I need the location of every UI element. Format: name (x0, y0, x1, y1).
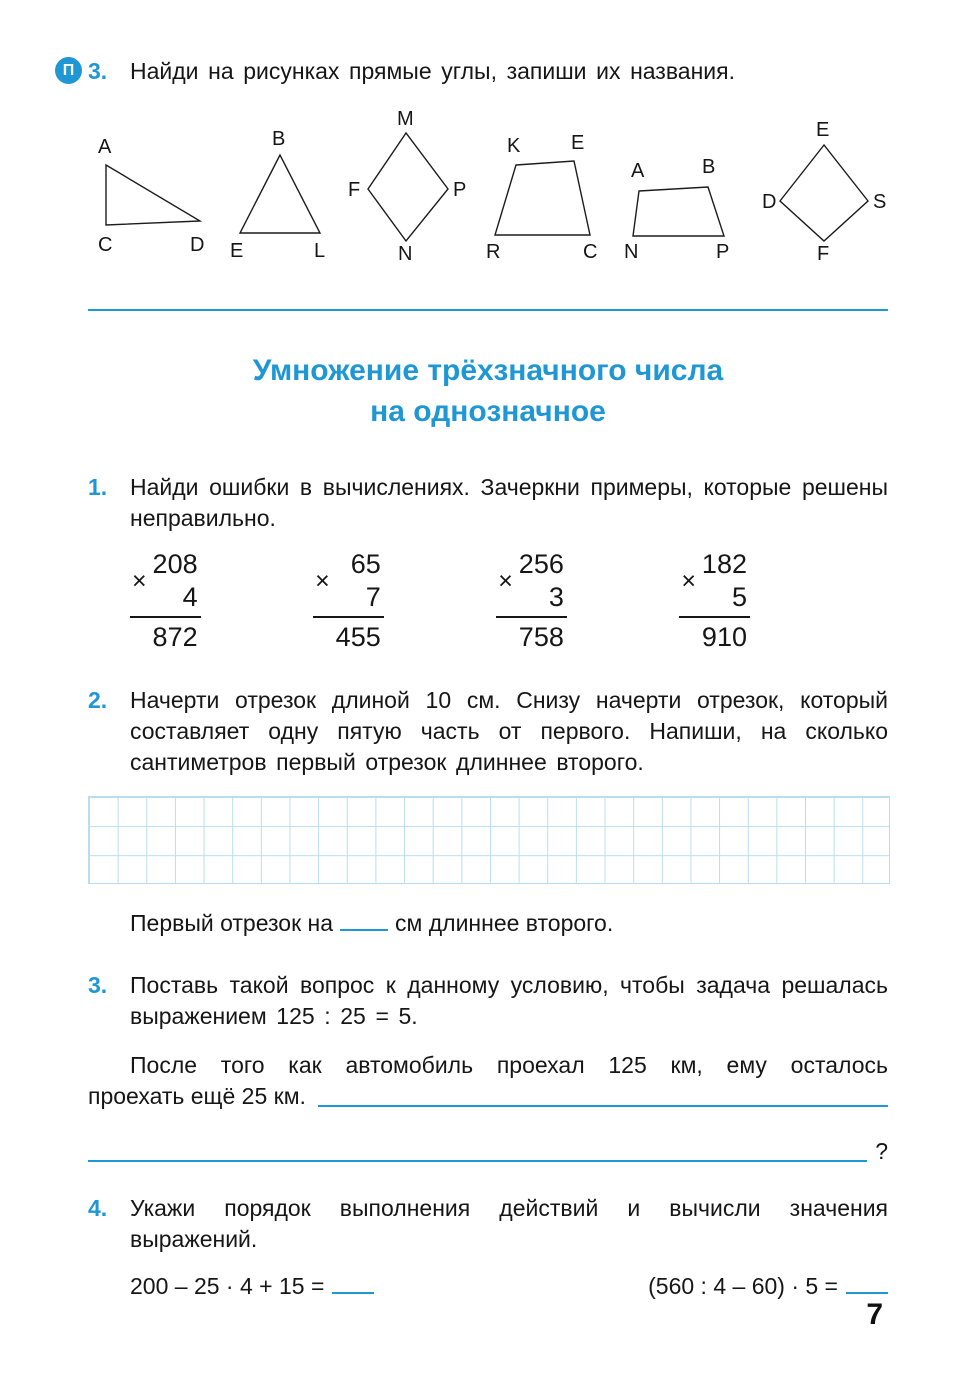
mult-operands (152, 548, 198, 613)
expression-1 (130, 1271, 374, 1302)
multiplication-examples (130, 548, 750, 653)
product: 455 (335, 621, 381, 652)
task-p3-header (62, 56, 888, 87)
task-3 (88, 970, 888, 1167)
heading-line2: на однозначное (370, 394, 606, 428)
task-4-header (88, 1193, 888, 1255)
vertex-label: B (702, 159, 716, 179)
question-blank-2[interactable] (88, 1160, 867, 1162)
condition-line-2-text: проехать ещё 25 км. (88, 1082, 306, 1109)
graph-paper-grid[interactable] (88, 796, 890, 884)
vertex-label: E (571, 135, 585, 155)
section-heading (88, 351, 888, 432)
expression-1-blank[interactable] (332, 1280, 374, 1294)
mult-example (313, 548, 384, 653)
vertex-label: L (314, 240, 326, 262)
vertex-label: A (631, 160, 645, 183)
vertex-label: C (98, 234, 113, 257)
task-p3-number: 3. (88, 58, 108, 84)
vertex-label: K (507, 135, 521, 158)
vertex-label: C (583, 241, 598, 262)
section-divider (88, 309, 888, 311)
expression-1-text: 200 – 25 · 4 + 15 = (130, 1272, 325, 1299)
condition-line-1: После того как автомобиль проехал 125 км, ему осталось (130, 1051, 888, 1078)
kite-outline (780, 145, 868, 241)
task-3-header (88, 970, 888, 1032)
triangle-outline (240, 155, 320, 233)
figures-row (88, 111, 888, 261)
question-blank-1[interactable] (318, 1105, 888, 1107)
vertex-label: R (486, 241, 501, 262)
answer-suffix: см длиннее второго. (395, 910, 614, 937)
vertex-label: S (873, 191, 886, 214)
figure-triangle (228, 129, 328, 261)
figure-quadrilateral (624, 159, 742, 261)
multiplier: 5 (731, 581, 747, 612)
trapezoid-outline (495, 161, 590, 235)
multiplicand: 182 (701, 549, 747, 580)
multiplicand: 208 (152, 549, 198, 580)
vertex-label: E (816, 121, 830, 142)
figure-trapezoid (486, 135, 604, 261)
expression-2-text: (560 : 4 – 60) · 5 = (648, 1272, 838, 1299)
task-4-number: 4. (88, 1194, 108, 1221)
mult-example (679, 548, 750, 653)
mult-operands (518, 548, 564, 613)
task-1-text: Найди ошибки в вычислениях. Зачеркни примеры, которые решены неправильно. (130, 474, 888, 532)
vertex-label: P (716, 241, 730, 262)
multiplier: 3 (548, 581, 564, 612)
task-2-answer-line (130, 908, 888, 939)
vertex-label: D (190, 234, 205, 257)
mult-example (130, 548, 201, 653)
figure-kite-2 (762, 121, 886, 261)
vertex-label: P (453, 179, 466, 202)
task-4-text: Укажи порядок выполнения действий и вычисли значения выражений. (130, 1194, 888, 1252)
times-sign: × (498, 566, 513, 595)
task-p3 (62, 56, 888, 262)
task-3-number: 3. (88, 971, 108, 998)
multiplier: 7 (365, 581, 381, 612)
vertex-label: E (230, 240, 244, 262)
figure-right-triangle (90, 129, 208, 261)
times-sign: × (681, 566, 696, 595)
multiplier: 4 (182, 581, 198, 612)
task-1-header (88, 472, 888, 534)
right-triangle-outline (106, 165, 200, 225)
vertex-label: B (272, 129, 286, 151)
task-2-number: 2. (88, 687, 108, 714)
vertex-label: N (624, 241, 639, 262)
vertex-label: D (762, 191, 777, 214)
product: 910 (701, 621, 747, 652)
quadrilateral-outline (633, 187, 724, 236)
multiplicand: 256 (518, 549, 564, 580)
heading-line1: Умножение трёхзначного числа (252, 354, 724, 388)
vertex-label: A (98, 136, 112, 159)
vertex-label: M (397, 111, 414, 131)
expression-2 (648, 1271, 888, 1302)
vertex-label: F (817, 243, 830, 262)
task-2 (88, 685, 888, 939)
product: 872 (152, 621, 198, 652)
page-number: 7 (866, 1298, 883, 1331)
task-1 (88, 472, 888, 653)
times-sign: × (132, 566, 147, 595)
task-4 (88, 1193, 888, 1302)
vertex-label: N (398, 243, 413, 262)
task-1-number: 1. (88, 474, 108, 501)
expression-2-blank[interactable] (846, 1280, 888, 1294)
task-3-text: Поставь такой вопрос к данному условию, чтобы задача решалась выражением 125 : 25 = 5. (130, 971, 888, 1029)
mult-example-top (313, 548, 384, 618)
task-2-header (88, 685, 888, 778)
mult-example-top (130, 548, 201, 618)
kite-outline (368, 133, 448, 241)
question-mark: ? (875, 1137, 888, 1164)
p-badge: П (55, 57, 82, 84)
multiplicand: 65 (350, 549, 381, 580)
mult-example-top (496, 548, 567, 618)
mult-example-top (679, 548, 750, 618)
question-line (88, 1136, 888, 1167)
product: 758 (518, 621, 564, 652)
figure-kite-1 (348, 111, 466, 261)
task-p3-text: Найди на рисунках прямые углы, запиши их названия. (130, 58, 735, 84)
vertex-label: F (348, 179, 361, 202)
times-sign: × (315, 566, 330, 595)
mult-operands (701, 548, 747, 613)
mult-example (496, 548, 567, 653)
answer-blank[interactable] (340, 917, 388, 931)
expressions-row (130, 1271, 888, 1302)
mult-operands (335, 548, 381, 613)
task-2-text: Начерти отрезок длиной 10 см. Снизу начерти отрезок, который составляет одну пятую часть от первого. Напиши, на сколько сантиметров первый отрезок длиннее второго. (130, 687, 888, 776)
condition-line-2 (88, 1081, 888, 1112)
answer-prefix: Первый отрезок на (130, 910, 334, 937)
